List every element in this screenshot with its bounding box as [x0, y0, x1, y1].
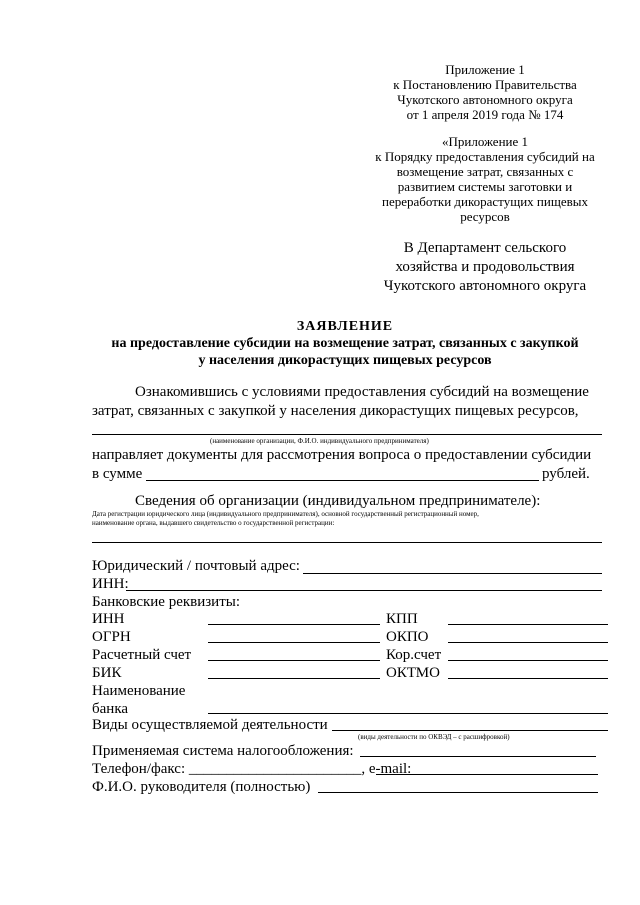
appendix-2-line-6: ресурсов — [460, 209, 510, 224]
sum-suffix: рублей. — [542, 466, 590, 482]
appendix-2-line-3: возмещение затрат, связанных с — [396, 164, 574, 179]
phone-email-label: Телефон/факс: _______________________, e-mail: — [92, 761, 412, 777]
org-hint-2: наименование органа, выдавшего свидетельство о государственной регистрации: — [92, 519, 335, 527]
address-field-line[interactable] — [303, 573, 602, 574]
addressee-line-2: хозяйства и продовольствия — [395, 259, 575, 275]
addressee-line-3: Чукотского автономного округа — [383, 278, 587, 294]
tax-label: Применяемая система налогообложения: — [92, 743, 354, 759]
sum-field-line[interactable] — [146, 480, 539, 481]
title-block — [80, 318, 610, 369]
appendix-2-line-5: переработки дикорастущих пищевых — [382, 194, 588, 209]
addressee-block — [360, 239, 610, 296]
sum-prefix: в сумме — [92, 466, 143, 482]
oktmo-label: ОКТМО — [386, 665, 440, 681]
head-field-line[interactable] — [318, 792, 598, 793]
org-info-field-line[interactable] — [92, 542, 602, 543]
appendix-2-line-2: к Порядку предоставления субсидий на — [375, 149, 595, 164]
activity-field-line[interactable] — [332, 730, 608, 731]
account-label: Расчетный счет — [92, 647, 192, 663]
org-hint-1: Дата регистрации юридического лица (индивидуального предпринимателя), основной государственный регистрационный номер, — [92, 510, 479, 518]
bank-name-field-line[interactable] — [208, 713, 608, 714]
intro-line-3: направляет документы для рассмотрения вопроса о предоставлении субсидии — [92, 447, 592, 463]
okpo-field-line[interactable] — [448, 642, 608, 643]
bik-label: БИК — [92, 665, 122, 681]
bank-inn-field-line[interactable] — [208, 624, 380, 625]
title-line-2: на предоставление субсидии на возмещение затрат, связанных с закупкой — [111, 336, 579, 351]
intro-line-2: затрат, связанных с закупкой у населения дикорастущих пищевых ресурсов, — [92, 403, 579, 419]
account-field-line[interactable] — [208, 660, 380, 661]
org-name-hint: (наименование организации, Ф.И.О. индивидуального предпринимателя) — [210, 437, 429, 445]
intro-line-1: Ознакомившись с условиями предоставления субсидий на возмещение — [135, 384, 589, 400]
bank-name-label-2: банка — [92, 701, 129, 717]
inn-label: ИНН: — [92, 576, 129, 592]
bik-field-line[interactable] — [208, 678, 380, 679]
appendix-1-line-1: Приложение 1 — [445, 62, 525, 77]
appendix-2-line-1: «Приложение 1 — [441, 134, 529, 149]
appendix-2-line-4: развитием системы заготовки и — [397, 179, 573, 194]
kpp-field-line[interactable] — [448, 624, 608, 625]
activity-hint: (виды деятельности по ОКВЭД – с расшифровкой) — [358, 733, 510, 741]
addressee-line-1: В Департамент сельского — [403, 240, 567, 256]
org-name-field-line[interactable] — [92, 434, 602, 435]
tax-field-line[interactable] — [360, 756, 596, 757]
appendix-1-line-4: от 1 апреля 2019 года № 174 — [406, 107, 564, 122]
appendix-2-block — [360, 134, 610, 224]
bank-inn-label: ИНН — [92, 611, 125, 627]
page-title: ЗАЯВЛЕНИЕ — [296, 319, 394, 334]
kpp-label: КПП — [386, 611, 418, 627]
appendix-1-line-2: к Постановлению Правительства — [393, 77, 577, 92]
appendix-1-block — [370, 62, 600, 122]
ogrn-label: ОГРН — [92, 629, 131, 645]
address-label: Юридический / почтовый адрес: — [92, 558, 300, 574]
email-field-line[interactable] — [376, 774, 598, 775]
oktmo-field-line[interactable] — [448, 678, 608, 679]
ogrn-field-line[interactable] — [208, 642, 380, 643]
corr-label: Кор.счет — [386, 647, 442, 663]
activity-label: Виды осуществляемой деятельности — [92, 717, 328, 733]
org-heading: Сведения об организации (индивидуальном предпринимателе): — [135, 493, 541, 509]
bank-details-label: Банковские реквизиты: — [92, 594, 241, 610]
appendix-1-line-3: Чукотского автономного округа — [397, 92, 573, 107]
inn-field-line[interactable] — [126, 590, 602, 591]
okpo-label: ОКПО — [386, 629, 429, 645]
title-line-3: у населения дикорастущих пищевых ресурсов — [198, 353, 492, 368]
corr-field-line[interactable] — [448, 660, 608, 661]
bank-name-label-1: Наименование — [92, 683, 186, 699]
head-label: Ф.И.О. руководителя (полностью) — [92, 779, 311, 795]
